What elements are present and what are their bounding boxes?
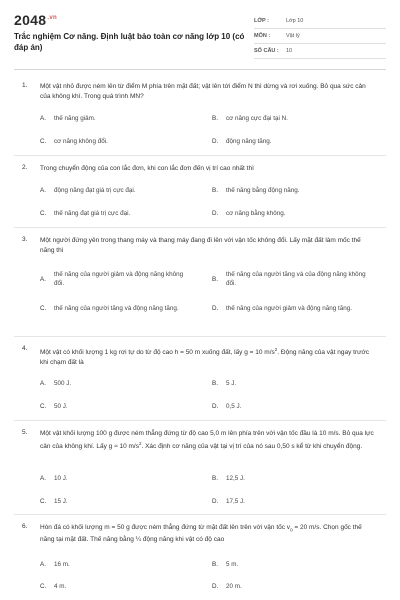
option-b[interactable]: B. cơ năng cực đại tại N. xyxy=(212,115,288,122)
option-d[interactable]: D. 20 m. xyxy=(212,583,242,590)
question-number: 2. xyxy=(22,164,28,171)
question-number: 1. xyxy=(22,82,28,89)
option-c[interactable]: C. 50 J. xyxy=(40,403,68,410)
option-c[interactable]: C. thế năng đạt giá trị cực đại. xyxy=(40,210,131,217)
question-text: Một vật có khối lượng 1 kg rơi tự do từ độ cao h = 50 m xuống đất, lấy g = 10 $m/s^2$. Động năng của vật ngay trước khi chạm đất là xyxy=(40,347,370,367)
question-separator xyxy=(14,420,386,421)
meta-label: MÔN : xyxy=(254,33,271,39)
option-a[interactable]: A. động năng đạt giá trị cực đại. xyxy=(40,187,136,194)
meta-row-count xyxy=(254,44,386,59)
question-number: 3. xyxy=(22,236,28,243)
option-b[interactable]: B. 5 J. xyxy=(212,380,237,387)
question-text: Trong chuyển động của con lắc đơn, khi con lắc đơn đến vị trí cao nhất thì xyxy=(40,165,254,172)
question-text: Một người đứng yên trong thang máy và thang máy đang đi lên với vận tốc không đổi. Lấy mặt đất làm mốc thế năng thì xyxy=(40,237,361,254)
option-c[interactable]: C. thế năng của người tăng và động năng tăng. xyxy=(40,305,179,312)
question-separator xyxy=(14,514,386,515)
question-text: Một vật khối lượng 100 g được ném thẳng đứng từ độ cao 5,0 m lên phía trên với vận tốc đầu là 10 m/s. Bỏ qua lực cản của không khí. Lấy g ≈ 10 $m/s^2$. Xác định cơ năng của vật tại vị trí của nó sau 0,50 s kể từ khi chuyển động. xyxy=(40,430,374,451)
option-d[interactable]: D. động năng tăng. xyxy=(212,138,272,145)
question-number: 4. xyxy=(22,345,28,352)
option-a[interactable]: A. 500 J. xyxy=(40,380,72,387)
option-b[interactable]: B. thế năng bằng động năng. xyxy=(212,187,300,194)
meta-row-subject xyxy=(254,29,386,44)
option-d[interactable]: D. cơ năng bằng không. xyxy=(212,210,286,217)
option-c[interactable]: C. 4 m. xyxy=(40,583,67,590)
question-separator xyxy=(14,336,386,337)
option-d[interactable]: D. 0,5 J. xyxy=(212,403,242,410)
question-text: Hòn đá có khối lượng m = 50 g được ném thẳng đứng từ mặt đất lên trên với vận tốc $v_0 = 20$ m/s. Chọn gốc thế năng tại mặt đất. Thế năng bằng ¼ động năng khi vật có độ cao xyxy=(40,524,362,544)
option-a[interactable]: A. 16 m. xyxy=(40,561,70,568)
meta-info-box xyxy=(254,14,386,59)
meta-value: Vật lý xyxy=(286,33,300,39)
header-divider xyxy=(14,69,386,70)
question-number: 6. xyxy=(22,523,28,530)
site-logo[interactable]: $2048^{.vn}$ xyxy=(14,12,57,28)
meta-row-class xyxy=(254,14,386,29)
option-c[interactable]: C. 15 J. xyxy=(40,498,68,505)
meta-value: Lớp 10 xyxy=(286,18,304,24)
question-number: 5. xyxy=(22,429,28,436)
meta-label: LỚP : xyxy=(254,18,269,24)
option-d[interactable]: D. 17,5 J. xyxy=(212,498,245,505)
question-separator xyxy=(14,155,386,156)
option-a[interactable]: A. 10 J. xyxy=(40,475,68,482)
meta-label: SỐ CÂU : xyxy=(254,48,279,54)
meta-value: 10 xyxy=(286,48,293,54)
question-text: Một vật nhỏ được ném lên từ điểm M phía trên mặt đất; vật lên tới điểm N thì dừng và rơi xuống. Bỏ qua sức cản của không khí. Trong quá trình MN? xyxy=(40,83,366,100)
option-a[interactable]: A. thế năng của người giảm và động năng không đổi. xyxy=(40,271,184,287)
question-separator xyxy=(14,227,386,228)
option-b[interactable]: B. 5 m. xyxy=(212,561,239,568)
option-b[interactable]: B. 12,5 J. xyxy=(212,475,245,482)
option-b[interactable]: B. thế năng của người tăng và của động năng không đổi. xyxy=(212,271,366,287)
option-c[interactable]: C. cơ năng không đổi. xyxy=(40,138,108,145)
option-a[interactable]: A. thế năng giảm. xyxy=(40,115,96,122)
page-title: Trắc nghiệm Cơ năng. Định luật bảo toàn cơ năng lớp 10 (có đáp án) xyxy=(14,32,245,52)
option-d[interactable]: D. thế năng của người giảm và động năng tăng. xyxy=(212,305,352,312)
